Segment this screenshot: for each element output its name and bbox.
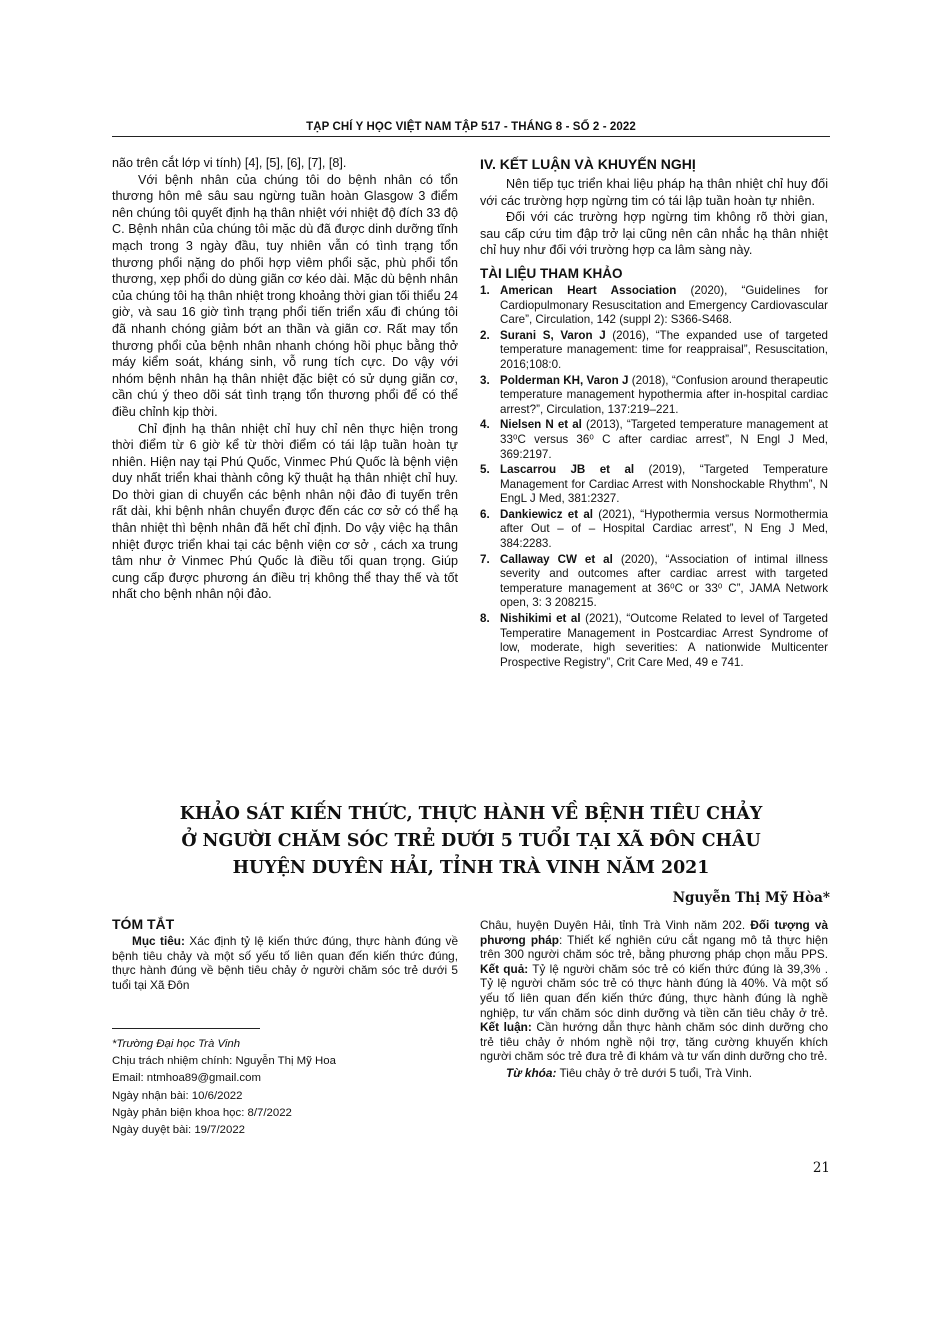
footnote-email: Email: ntmhoa89@gmail.com [112,1072,261,1085]
article-title [112,801,830,882]
reference-item [480,329,828,373]
reference-text: (2018), “Confusion around therapeutic temperature management hypothermia after in-hospital cardiac arrest?”, Circulation, 137:219–221. [500,373,828,416]
header-rule [112,136,830,137]
reference-text: (2021), “Hypothermia versus Normothermia after Out – of – Hospital Cardiac arrest”, N Eng J Med, 384:2283. [500,507,828,551]
page-number: 21 [812,1160,830,1176]
reference-item [480,374,828,418]
keywords-text: Tiêu chảy ở trẻ dưới 5 tuổi, Trà Vinh. [556,1065,752,1080]
footnote-rule [112,1028,260,1029]
reference-item [480,508,828,552]
abstract-text-part: : Thiết kế nghiên cứu cắt ngang mô tả thực hiện trên 300 người chăm sóc trẻ, bằng phương pháp chọn mẫu PPS. [480,932,828,962]
reference-author: Lascarrou JB et al [500,463,635,477]
abstract-label-objective: Mục tiêu: [132,934,185,948]
left-column [112,155,458,603]
reference-list [480,284,828,670]
abstract-text-part: Châu, huyện Duyên Hải, tỉnh Trà Vinh năm 202. [480,918,751,932]
reference-author: American Heart Association [500,283,677,297]
title-line: HUYỆN DUYÊN HẢI, TỈNH TRÀ VINH NĂM 2021 [232,858,710,878]
body-paragraph: Với bệnh nhân của chúng tôi do bệnh nhân có tổn thương hôn mê sâu sau ngừng tuần hoàn Glasgow 3 điểm nên chúng tôi quyết định hạ thân nhiệt với nhiệt độ đích 33 độ C. Bệnh nhân của chúng tôi mặc dù đã được dinh dưỡng tĩnh mạch trong 3 ngày đầu, tuy nhiên vẫn có tình trạng tổn thương phổi nặng do phối hợp viêm phổi sặc, phù phổi tổn thương, xẹp phổi do dùng giãn cơ kéo dài. Mặc dù bệnh nhân của chúng tôi hạ thân nhiệt trong khoảng thời gian tối thiểu 24 giờ, và sau 16 giờ tình trạng phổi tiến triển xấu đi chúng tôi đã nhanh chóng giảm bớt an thần và giãn cơ. Rất may tổn thương phổi của bệnh nhân nhanh chóng hồi phục bằng thở máy kiểm soát, kháng sinh, vỗ rung tích cực. Do vậy với nhóm bệnh nhân hạ thân nhiệt đặc biệt có sử dụng giãn cơ, cần chú ý theo dõi sát tình trạng tổn thương phổi để có thể điều chỉnh kịp thời. [112,172,458,419]
footnote-corresponding: Chịu trách nhiệm chính: Nguyễn Thị Mỹ Hoa [112,1055,336,1068]
keywords-label: Từ khóa: [506,1065,557,1080]
reference-author: Nishikimi et al [500,612,581,626]
reference-text: (2020), “Association of intimal illness severity and outcomes after cardiac arrest with targeted temperature management at 36⁰C or 33⁰ C”, JAMA Network open, 3: 3 208215. [500,552,828,610]
reference-item [480,284,828,328]
body-paragraph: Đối với các trường hợp ngừng tim không rõ thời gian, sau cấp cứu tim đập trở lại cũng nên cân nhắc hạ thân nhiệt chỉ huy như đối với trường hợp ca lâm sàng này. [480,210,828,258]
footnote-affiliation: *Trường Đại học Trà Vinh [112,1038,241,1050]
reference-number: 7. [480,552,490,566]
body-paragraph: Chỉ định hạ thân nhiệt chỉ huy chỉ nên thực hiện trong thời điểm từ 6 giờ kể từ thời điểm có tái lập tuần hoàn tự nhiên. Hiện nay tại Phú Quốc, Vinmec Phú Quốc là bệnh viện duy nhất triển khai thành công kỹ thuật hạ thân nhiệt chỉ huy. Do thời gian di chuyển các bệnh nhân nội đảo đi tuyến trên rất dài, khi bệnh nhân chuyển được đến các cơ sở có thể hạ thân nhiệt thì bệnh nhân đã hết chỉ định. Do vậy việc hạ thân nhiệt được triển khai tại các bệnh viện cơ sở , cách xa trung tâm như ở Vinmec Phú Quốc là điều tối quan trọng. Giúp cung cấp được phương án điều trị không thể thay thế và tốt nhất cho bệnh nhân nội đảo. [112,421,458,602]
footnote-received: Ngày nhận bài: 10/6/2022 [112,1089,243,1102]
abstract-text [112,934,458,992]
footnote-reviewed: Ngày phản biện khoa học: 8/7/2022 [112,1106,292,1119]
reference-author: Nielsen N et al [500,418,582,432]
abstract-continued [480,918,828,1064]
reference-number: 4. [480,418,490,432]
reference-item [480,553,828,611]
right-column [480,155,828,671]
body-paragraph: não trên cắt lớp vi tính) [4], [5], [6], [7], [8]. [112,156,347,170]
reference-author: Dankiewicz et al [500,507,594,521]
reference-number: 8. [480,612,490,626]
reference-number: 3. [480,373,490,387]
abstract-text-part: Tỷ lệ người chăm sóc trẻ có kiến thức đúng là 39,3% . Tỷ lệ người chăm sóc trẻ có thực hành đúng là 40%. Và một số yếu tố liên quan đến kiến thức đúng, thực hành đúng là nghề nghiệp, tư vấn chăm sóc dinh dưỡng và tiền căn tiêu chảy ở trẻ. [480,961,828,1020]
reference-text: (2013), “Targeted temperature management at 33⁰C versus 36⁰ C after cardiac arrest”, N Engl J Med, 369:2197. [500,418,828,461]
reference-text: (2016), “The expanded use of targeted temperature management: time for reappraisal”, Resuscitation, 2016;108:0. [500,328,828,371]
abstract-left [112,916,458,992]
reference-number: 1. [480,283,490,297]
journal-header: TẠP CHÍ Y HỌC VIỆT NAM TẬP 517 - THÁNG 8 - SỐ 2 - 2022 [306,121,636,133]
reference-text: (2020), “Guidelines for Cardiopulmonary Resuscitation and Emergency Cardiovascular Care”, Circulation, 142 (suppl 2): S366-S468. [500,283,828,327]
reference-number: 2. [480,328,490,342]
title-line: KHẢO SÁT KIẾN THỨC, THỰC HÀNH VỀ BỆNH TIÊU CHẢY [179,804,763,824]
abstract-label-results: Kết quả: [480,961,529,976]
abstract-right [480,918,828,1081]
abstract-objective-text: Xác định tỷ lệ kiến thức đúng, thực hành đúng về bệnh tiêu chảy và một số yếu tố liên quan đến kiến thức đúng, thực hành đúng về bệnh tiêu chảy ở người chăm sóc trẻ dưới 5 tuổi tại Xã Đôn [112,934,459,992]
reference-item [480,463,828,507]
footnote-accepted: Ngày duyệt bài: 19/7/2022 [112,1124,245,1137]
abstract-heading: TÓM TẮT [112,916,175,932]
footnotes [112,1036,458,1139]
title-line: Ở NGƯỜI CHĂM SÓC TRẺ DƯỚI 5 TUỔI TẠI XÃ ĐÔN CHÂU [181,831,761,851]
reference-text: (2021), “Outcome Related to level of Targeted Temperatire Management in Postcardiac Arrest Syndrome of low, moderate, high severities: A nationwide Multicenter Prospective Registry”, Crit Care Med, 49 e 741. [500,612,829,669]
section-heading: IV. KẾT LUẬN VÀ KHUYẾN NGHỊ [480,156,696,172]
references-heading: TÀI LIỆU THAM KHẢO [480,265,623,281]
reference-author: Surani S, Varon J [500,328,606,342]
abstract-label-conclusion: Kết luận: [480,1020,532,1035]
keywords [480,1066,828,1081]
abstract-label-methods: Đối tượng và phương pháp [480,918,828,947]
reference-item [480,418,828,462]
reference-author: Callaway CW et al [500,552,613,566]
reference-text: (2019), “Targeted Temperature Management for Cardiac Arrest with Nonshockable Rhythm”, N EngL J Med, 381:2327. [500,463,828,506]
article-author: Nguyễn Thị Mỹ Hòa* [672,890,830,906]
reference-item [480,612,828,670]
reference-number: 5. [480,463,490,477]
abstract-text-part: Cần hướng dẫn thực hành chăm sóc dinh dưỡng cho trẻ tiêu chảy ở nhóm nghề nội trợ, tăng cường khuyến khích người chăm sóc trẻ đưa trẻ đi khám và tư vấn dinh dưỡng cho trẻ. [480,1020,829,1064]
reference-author: Polderman KH, Varon J [500,373,629,387]
reference-number: 6. [480,507,490,521]
body-paragraph: Nên tiếp tục triển khai liệu pháp hạ thân nhiệt chỉ huy đối với các trường hợp ngừng tim có tái lập tuần hoàn tự nhiên. [480,177,828,208]
